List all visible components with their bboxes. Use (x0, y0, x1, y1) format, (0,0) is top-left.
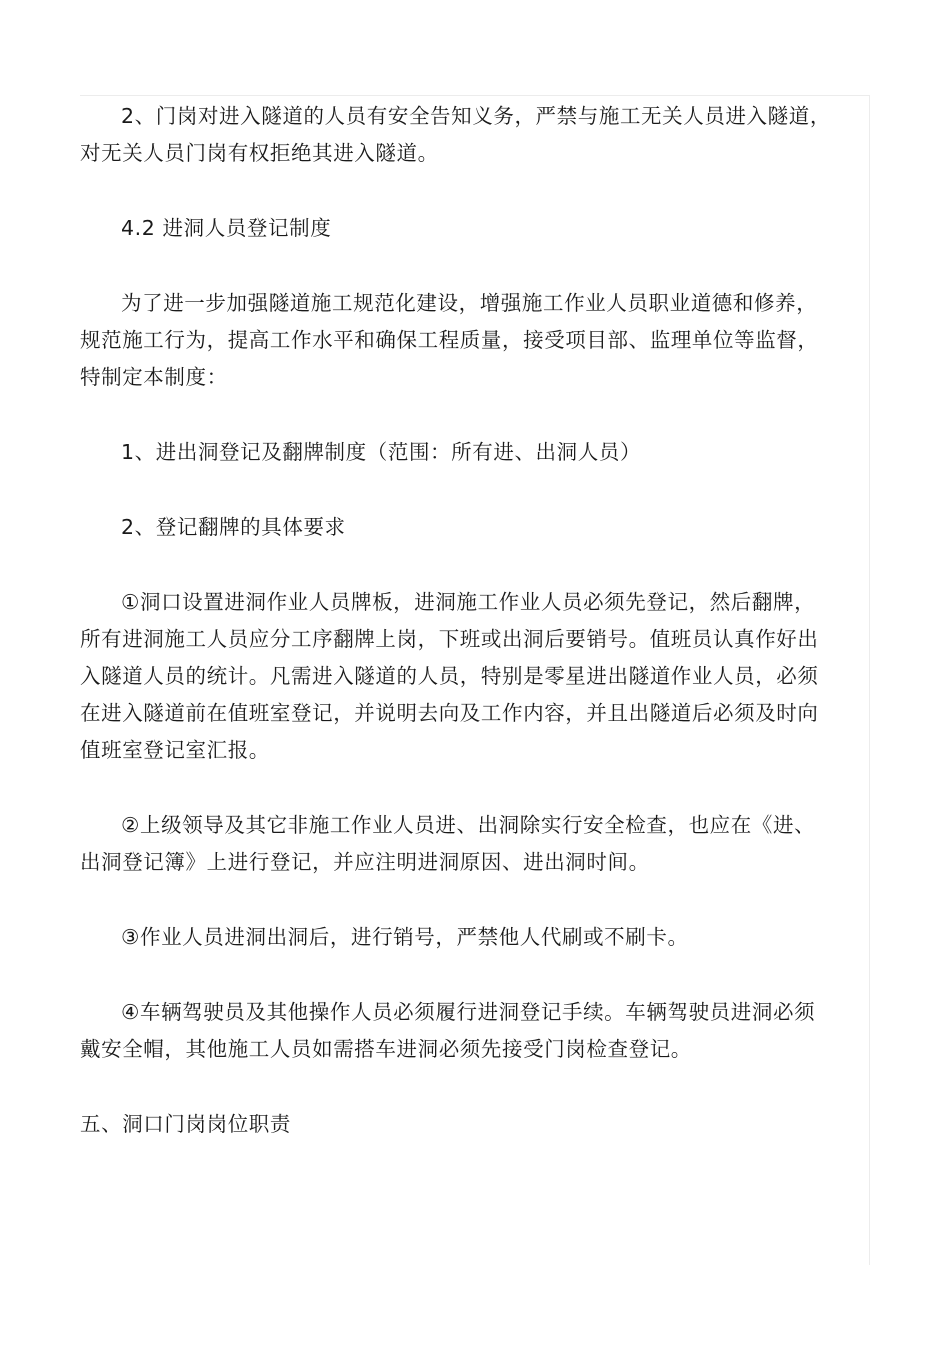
text-line: ③作业人员进洞出洞后，进行销号，严禁他人代刷或不刷卡。 (121, 925, 689, 949)
text-line: 戴安全帽，其他施工人员如需搭车进洞必须先接受门岗检查登记。 (80, 1037, 692, 1061)
requirement-item-3 (80, 919, 815, 956)
text-line: 值班室登记室汇报。 (80, 738, 270, 762)
text-line: 2、门岗对进入隧道的人员有安全告知义务，严禁与施工无关人员进入隧道， (121, 104, 831, 128)
text-line: 在进入隧道前在值班室登记，并说明去向及工作内容，并且出隧道后必须及时向 (80, 701, 819, 725)
text-line: 所有进洞施工人员应分工序翻牌上岗，下班或出洞后要销号。值班员认真作好出 (80, 627, 819, 651)
text-line: 对无关人员门岗有权拒绝其进入隧道。 (80, 141, 439, 165)
text-line: ②上级领导及其它非施工作业人员进、出洞除实行安全检查，也应在《进、 (121, 813, 816, 837)
text-line: ①洞口设置进洞作业人员牌板，进洞施工作业人员必须先登记，然后翻牌， (121, 590, 816, 614)
page-top-border (80, 95, 870, 96)
list-item-2 (80, 509, 815, 546)
document-body (80, 98, 831, 1143)
text-line: 4.2 进洞人员登记制度 (121, 216, 332, 240)
text-line: 五、洞口门岗岗位职责 (80, 1112, 291, 1136)
requirement-item-4 (80, 994, 815, 1068)
text-line: 2、登记翻牌的具体要求 (121, 515, 346, 539)
page-right-border (869, 95, 870, 1265)
requirement-item-2 (80, 807, 815, 881)
requirement-item-1 (80, 584, 819, 769)
text-line: 规范施工行为，提高工作水平和确保工程质量，接受项目部、监理单位等监督， (80, 328, 819, 352)
text-line: 特制定本制度： (80, 365, 228, 389)
text-line: 入隧道人员的统计。凡需进入隧道的人员，特别是零星进出隧道作业人员，必须 (80, 664, 819, 688)
section-heading-5 (80, 1106, 815, 1143)
section-heading-4-2 (80, 210, 815, 247)
list-item-1 (80, 434, 815, 471)
text-line: 1、进出洞登记及翻牌制度（范围：所有进、出洞人员） (121, 440, 642, 464)
paragraph-gate-safety-notice (80, 98, 831, 172)
text-line: 为了进一步加强隧道施工规范化建设，增强施工作业人员职业道德和修养， (121, 291, 818, 315)
text-line: 出洞登记簿》上进行登记，并应注明进洞原因、进出洞时间。 (80, 850, 650, 874)
paragraph-purpose (80, 285, 819, 396)
text-line: ④车辆驾驶员及其他操作人员必须履行进洞登记手续。车辆驾驶员进洞必须 (121, 1000, 816, 1024)
